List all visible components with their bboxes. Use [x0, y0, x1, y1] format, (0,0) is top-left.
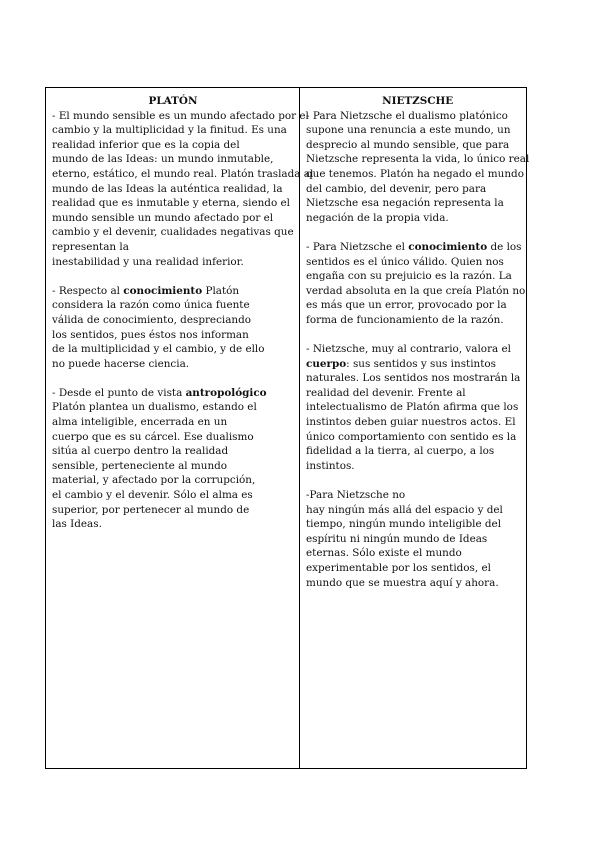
text-line: experimentable por los sentidos, el — [306, 562, 491, 574]
text-line: el cambio y el devenir. Sólo el alma es — [52, 489, 253, 502]
column-heading-platon: PLATÓN — [148, 95, 198, 107]
paragraph — [306, 109, 529, 226]
column-platon — [46, 88, 314, 768]
text-line: forma de funcionamiento de la razón. — [306, 313, 504, 326]
column-heading-nietzsche: NIETZSCHE — [382, 95, 454, 107]
text-line: eternas. Sólo existe el mundo — [306, 547, 462, 560]
text-line: válida de conocimiento, despreciando — [52, 313, 252, 326]
text-line: cambio y el devenir, cualidades negativas que — [52, 226, 294, 239]
text-line: - Nietzsche, muy al contrario, valora el — [306, 343, 512, 356]
paragraph — [306, 488, 529, 590]
text-line: naturales. Los sentidos nos mostrarán la — [306, 372, 521, 385]
text-line: inestabilidad y una realidad inferior. — [52, 255, 244, 268]
text-line: realidad del devenir. Frente al — [306, 386, 466, 399]
bold-term: conocimiento — [123, 284, 203, 297]
text-line: tiempo, ningún mundo inteligible del — [306, 518, 502, 531]
text-line: desprecio al mundo sensible, que para — [306, 138, 510, 151]
text-line: mundo de las Ideas la auténtica realidad, la — [52, 182, 283, 195]
text-line: - Respecto al conocimiento Platón — [52, 284, 240, 297]
text-line: considera la razón como única fuente — [52, 299, 250, 312]
text-line: realidad inferior que es la copia del — [52, 138, 240, 151]
text-line: del cambio, del devenir, pero para — [306, 182, 487, 195]
text-line: intelectualismo de Platón afirma que los — [306, 401, 519, 414]
text-line: sensible, perteneciente al mundo — [52, 459, 228, 472]
text-line: cambio y la multiplicidad y la finitud. Es una — [52, 124, 287, 137]
text-line: - Desde el punto de vista antropológico — [52, 386, 267, 399]
text-line: mundo sensible un mundo afectado por el — [52, 211, 274, 224]
text-line: - Para Nietzsche el conocimiento de los — [306, 240, 522, 253]
text-line: que tenemos. Platón ha negado el mundo — [306, 167, 524, 180]
text-line: no puede hacerse ciencia. — [52, 357, 190, 370]
text-line: hay ningún más allá del espacio y del — [306, 503, 503, 516]
text-line: cuerpo que es su cárcel. Ese dualismo — [52, 430, 254, 443]
paragraph — [306, 342, 529, 473]
bold-term: antropológico — [185, 386, 267, 399]
text-line: instintos deben guiar nuestros actos. El — [306, 416, 516, 429]
text-line: Platón plantea un dualismo, estando el — [52, 401, 257, 414]
text-line: espíritu ni ningún mundo de Ideas — [306, 532, 488, 545]
text-line: único comportamiento con sentido es la — [306, 430, 517, 443]
text-line: supone una renuncia a este mundo, un — [306, 124, 511, 137]
text-line: engaña con su prejuicio es la razón. La — [306, 270, 512, 283]
text-line: verdad absoluta en la que creía Platón no — [306, 284, 526, 297]
bold-term: conocimiento — [408, 240, 488, 253]
text-line: - Para Nietzsche el dualismo platónico — [306, 109, 508, 122]
paragraph — [52, 284, 294, 372]
text-line: instintos. — [306, 459, 355, 472]
text-line: cuerpo: sus sentidos y sus instintos — [306, 357, 496, 370]
text-line: sentidos es el único válido. Quien nos — [306, 255, 504, 268]
comparison-table — [45, 87, 530, 769]
text-line: material, y afectado por la corrupción, — [52, 474, 256, 487]
text-line: mundo que se muestra aquí y ahora. — [306, 576, 499, 589]
paragraph — [306, 240, 529, 328]
text-line: de la multiplicidad y el cambio, y de ello — [52, 343, 265, 356]
paragraph — [52, 386, 294, 532]
bold-term: cuerpo — [306, 357, 347, 370]
text-line: alma inteligible, encerrada en un — [52, 416, 228, 429]
text-line: negación de la propia vida. — [306, 211, 449, 224]
text-line: sitúa al cuerpo dentro la realidad — [52, 445, 229, 458]
text-line: Nietzsche representa la vida, lo único real — [306, 153, 530, 166]
text-line: fidelidad a la tierra, al cuerpo, a los — [306, 445, 495, 458]
text-line: - El mundo sensible es un mundo afectado por el — [52, 109, 309, 122]
text-line: las Ideas. — [52, 518, 102, 531]
text-line: eterno, estático, el mundo real. Platón traslada al — [52, 167, 314, 180]
text-line: superior, por pertenecer al mundo de — [52, 503, 250, 516]
text-line: mundo de las Ideas: un mundo inmutable, — [52, 153, 274, 166]
text-line: realidad que es inmutable y eterna, siendo el — [52, 197, 290, 210]
column-nietzsche — [300, 88, 534, 768]
paragraph — [52, 109, 314, 270]
text-line: -Para Nietzsche no — [306, 489, 406, 502]
text-line: Nietzsche esa negación representa la — [306, 197, 504, 210]
text-line: los sentidos, pues éstos nos informan — [52, 328, 249, 341]
text-line: es más que un error, provocado por la — [306, 299, 507, 312]
text-line: representan la — [52, 240, 129, 253]
